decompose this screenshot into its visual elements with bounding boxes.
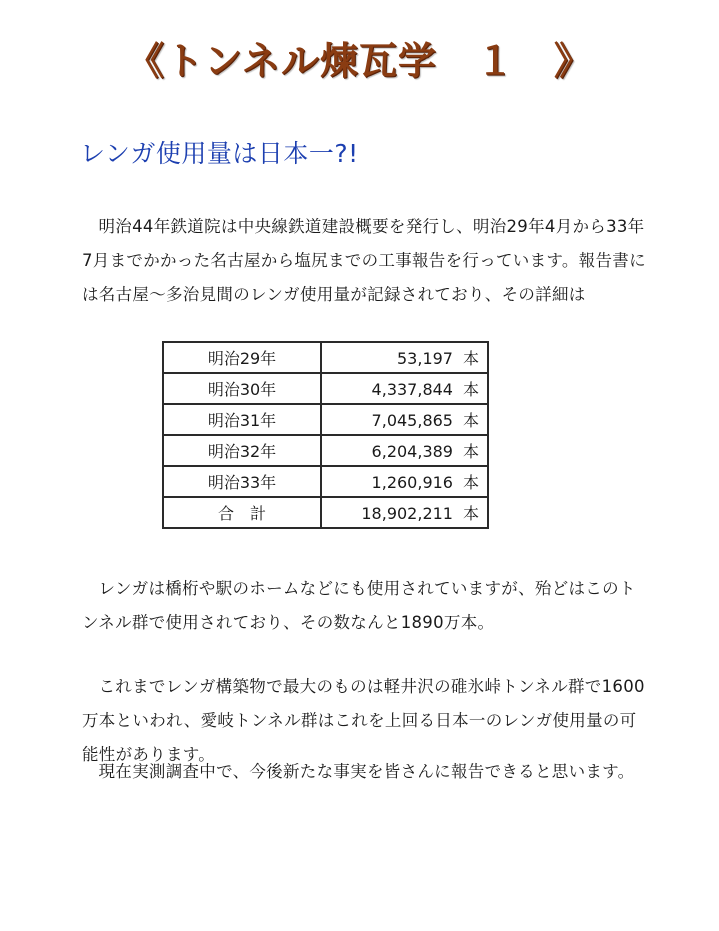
unit-label: 本 — [462, 504, 479, 523]
table-row — [163, 373, 488, 404]
count-cell — [321, 435, 488, 466]
year-cell: 明治30年 — [163, 373, 321, 404]
section-heading: レンガ使用量は日本一?! — [80, 139, 359, 168]
table-row — [163, 404, 488, 435]
year-cell: 明治32年 — [163, 435, 321, 466]
unit-label: 本 — [462, 473, 479, 492]
year-cell: 明治29年 — [163, 342, 321, 373]
table-row — [163, 466, 488, 497]
total-count-value: 18,902,211 — [361, 504, 453, 523]
intro-paragraph: 明治44年鉄道院は中央線鉄道建設概要を発行し、明治29年4月から33年7月までかかった名古屋から塩尻までの工事報告を行っています。報告書には名古屋～多治見間のレンガ使用量が記録されており、その詳細は — [82, 217, 646, 304]
unit-label: 本 — [462, 442, 479, 461]
page-title: 《トンネル煉瓦学 １ 》 — [126, 39, 593, 83]
unit-label: 本 — [462, 349, 479, 368]
survey-paragraph: 現在実測調査中で、今後新たな事実を皆さんに報告できると思います。 — [98, 762, 635, 781]
count-cell — [321, 373, 488, 404]
unit-label: 本 — [462, 380, 479, 399]
table-row — [163, 342, 488, 373]
total-label-cell: 合 計 — [163, 497, 321, 528]
count-value: 53,197 — [397, 349, 453, 368]
count-value: 1,260,916 — [371, 473, 453, 492]
total-row — [163, 497, 488, 528]
year-cell: 明治33年 — [163, 466, 321, 497]
count-value: 6,204,389 — [371, 442, 453, 461]
year-cell: 明治31年 — [163, 404, 321, 435]
unit-label: 本 — [462, 411, 479, 430]
usage-paragraph: レンガは橋桁や駅のホームなどにも使用されていますが、殆どはこのトンネル群で使用されており、その数なんと1890万本。 — [82, 579, 636, 632]
total-count-cell — [321, 497, 488, 528]
count-value: 4,337,844 — [371, 380, 453, 399]
brick-usage-table — [162, 341, 489, 529]
count-cell — [321, 342, 488, 373]
table-row — [163, 435, 488, 466]
count-value: 7,045,865 — [371, 411, 453, 430]
count-cell — [321, 466, 488, 497]
count-cell — [321, 404, 488, 435]
comparison-paragraph: これまでレンガ構築物で最大のものは軽井沢の碓氷峠トンネル群で1600万本といわれ、愛岐トンネル群はこれを上回る日本一のレンガ使用量の可能性があります。 — [82, 677, 645, 764]
